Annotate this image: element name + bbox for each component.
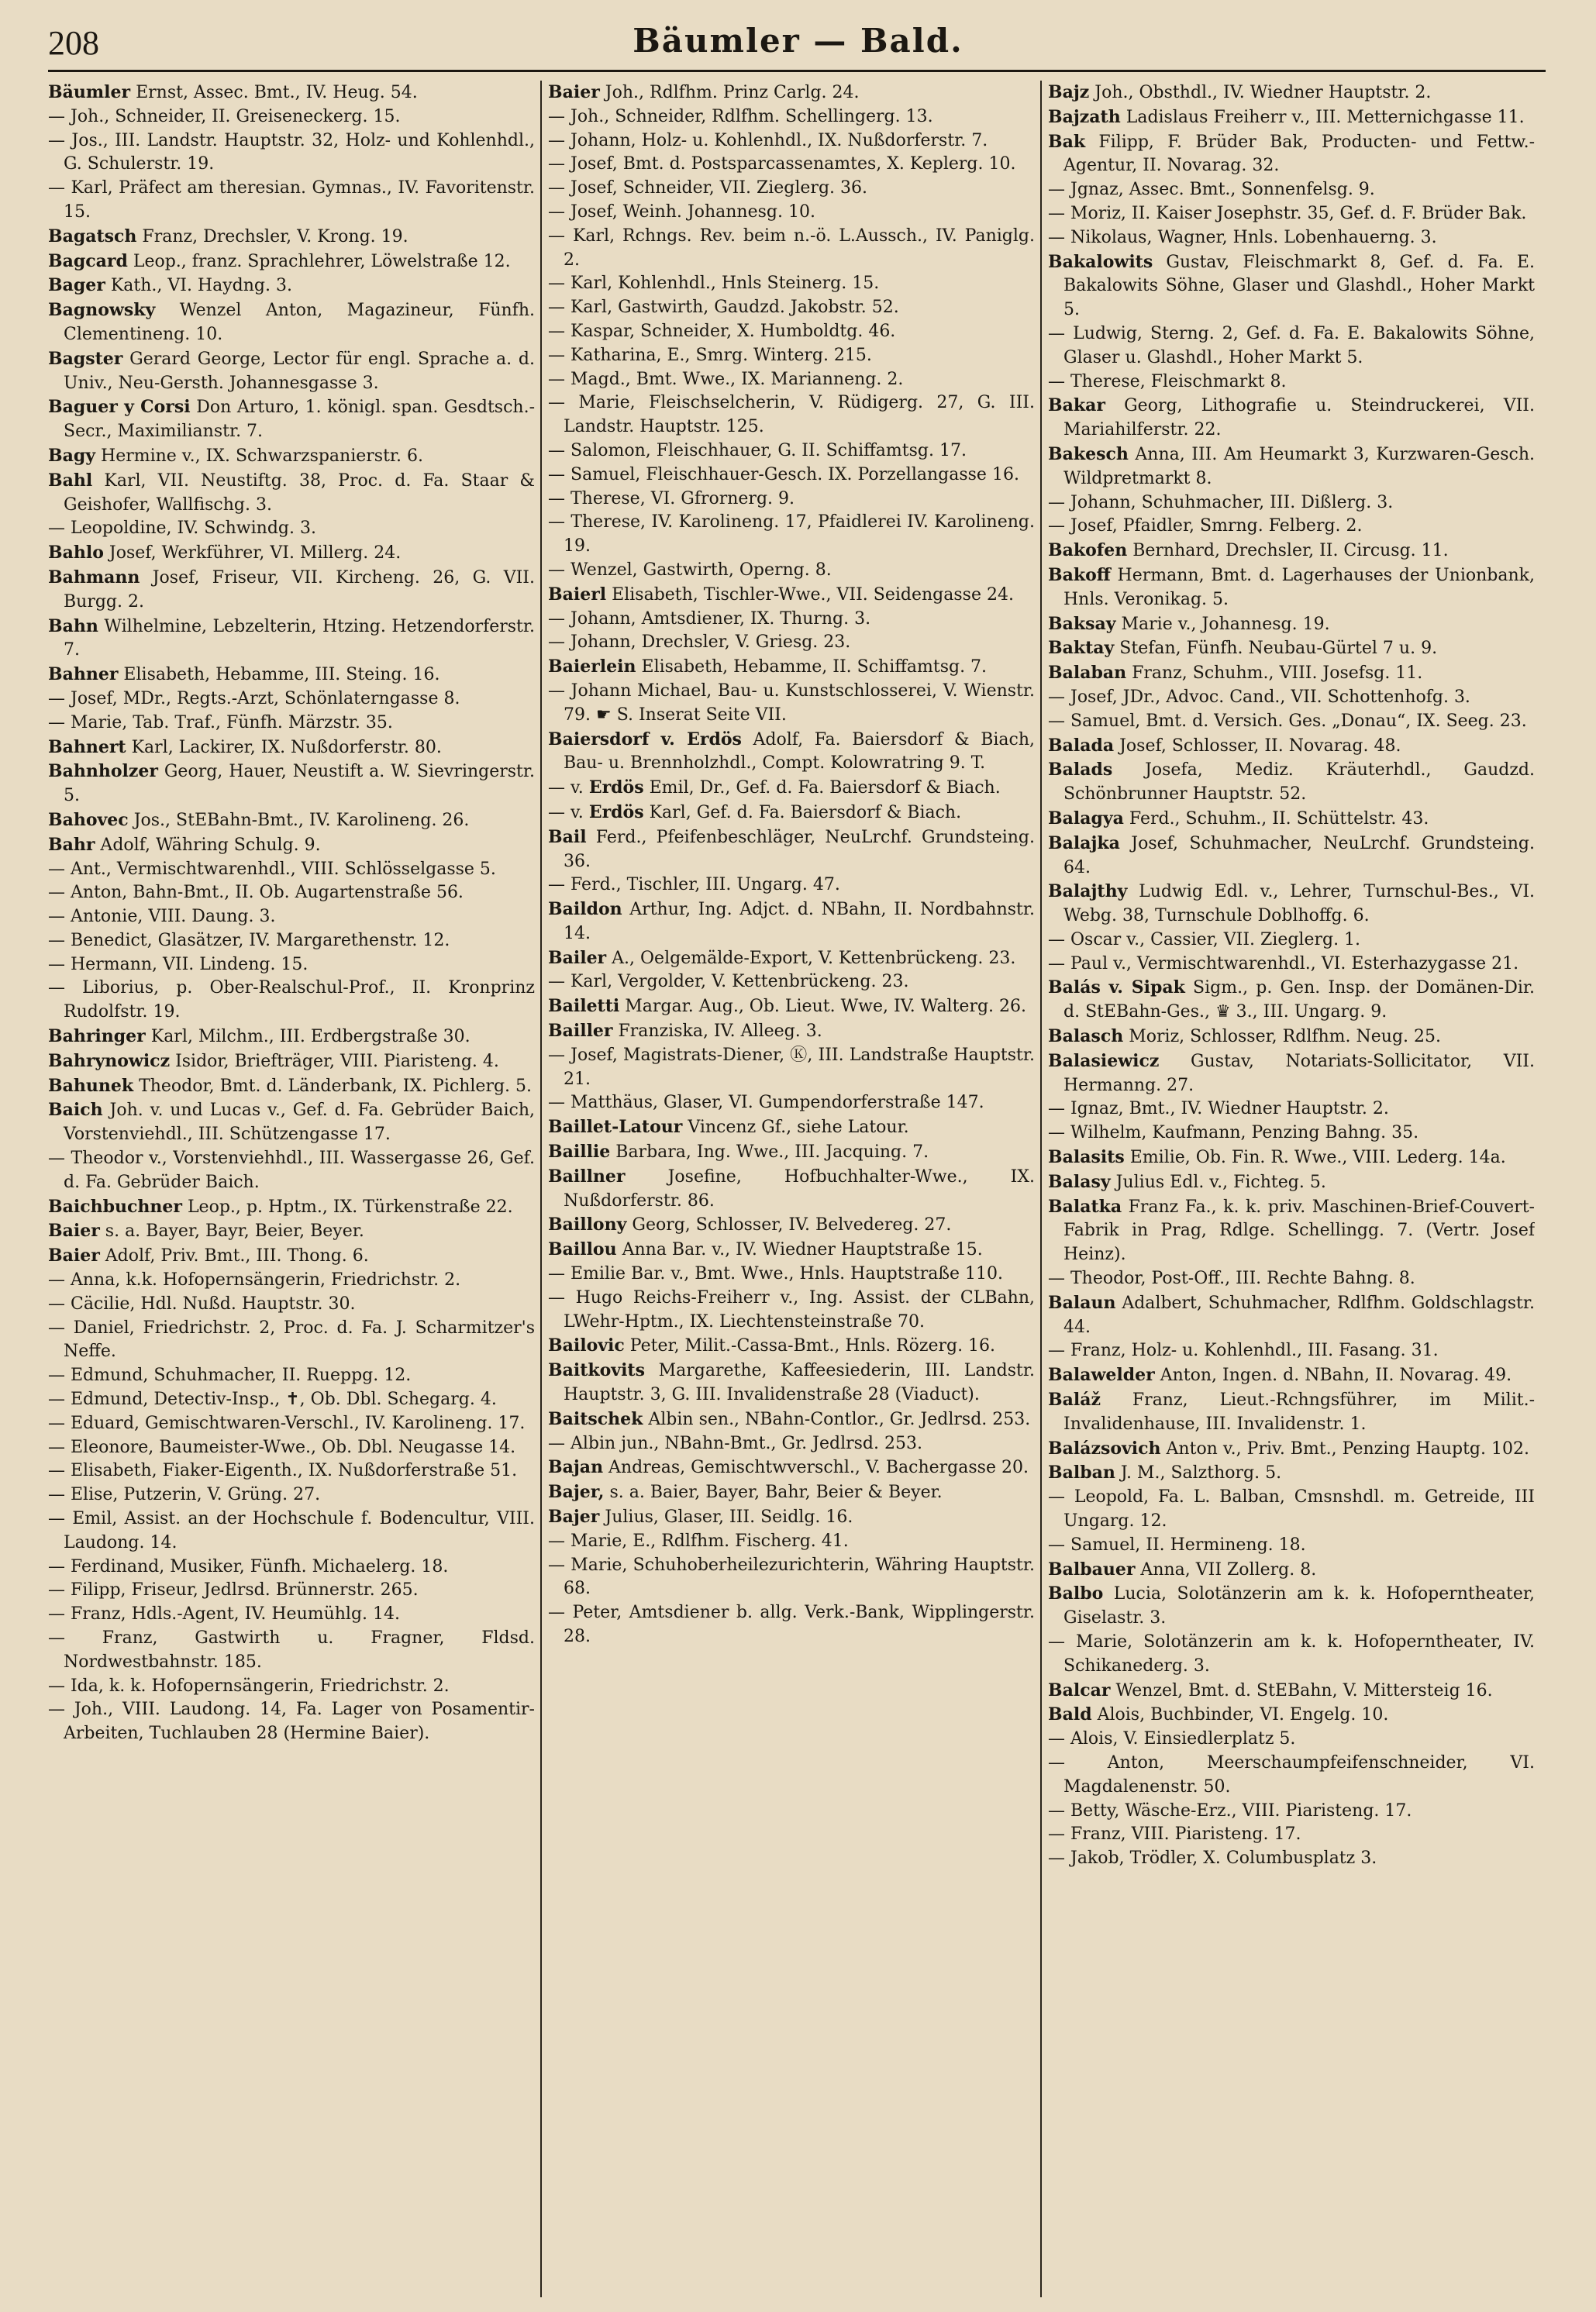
directory-entry: Bakoff Hermann, Bmt. d. Lagerhauses der Unionbank, Hnls. Veronikag. 5. — [1048, 564, 1535, 609]
entry-surname: Bahn — [48, 615, 98, 636]
directory-entry: — Matthäus, Glaser, VI. Gumpendorferstraße 147. — [548, 1093, 984, 1113]
directory-entry: — Therese, IV. Karolineng. 17, Pfaidlerei IV. Karolineng. 19. — [548, 512, 1035, 556]
directory-entry: — Johann, Amtsdiener, IX. Thurng. 3. — [548, 608, 871, 629]
directory-entry: Bakalowits Gustav, Fleischmarkt 8, Gef. d. Fa. E. Bakalowits Söhne, Glaser und Glashdl., Hoher Markt 5. — [1048, 251, 1535, 320]
entry-surname: Bager — [48, 275, 105, 296]
directory-entry: Baier Adolf, Priv. Bmt., III. Thong. 6. — [48, 1246, 369, 1266]
directory-entry: — Johann, Holz- u. Kohlenhdl., IX. Nußdorferstr. 7. — [548, 130, 988, 150]
directory-entry: — Salomon, Fleischhauer, G. II. Schiffamtsg. 17. — [548, 440, 967, 460]
entry-surname: Baguer y Corsi — [48, 397, 191, 418]
directory-entry: Balban J. M., Salzthorg. 5. — [1048, 1463, 1282, 1483]
directory-entry: — v. Erdös Karl, Gef. d. Fa. Baiersdorf & Biach. — [548, 801, 962, 822]
directory-entry: Bahrynowicz Isidor, Briefträger, VIII. Piaristeng. 4. — [48, 1050, 499, 1071]
directory-entry: — v. Erdös Emil, Dr., Gef. d. Fa. Baiersdorf & Biach. — [548, 777, 1001, 798]
entry-surname: Bailler — [548, 1021, 613, 1042]
directory-column-2 — [548, 81, 1035, 2297]
entry-surname: Bakofen — [1048, 540, 1128, 561]
entry-surname: Balás v. Sipak — [1048, 977, 1185, 998]
entry-surname: Balada — [1048, 735, 1115, 756]
entry-surname: Bahovec — [48, 809, 129, 830]
directory-entry: Bagatsch Franz, Drechsler, V. Krong. 19. — [48, 226, 408, 246]
directory-entry: Bahovec Jos., StEBahn-Bmt., IV. Karolineng. 26. — [48, 809, 470, 830]
directory-entry: Bailetti Margar. Aug., Ob. Lieut. Wwe, IV. Walterg. 26. — [548, 996, 1027, 1017]
entry-surname: Bahnert — [48, 736, 126, 757]
entry-surname: Erdös — [588, 777, 644, 798]
directory-entry: — Jos., III. Landstr. Hauptstr. 32, Holz- und Kohlenhdl., G. Schulerstr. 19. — [48, 130, 535, 174]
directory-entry: Bahner Elisabeth, Hebamme, III. Steing. 16. — [48, 664, 440, 685]
directory-entry: — Nikolaus, Wagner, Hnls. Lobenhauerng. 3. — [1048, 227, 1437, 247]
directory-entry: Bailer A., Oelgemälde-Export, V. Kettenbrückeng. 23. — [548, 947, 1016, 968]
directory-entry: Baksay Marie v., Johannesg. 19. — [1048, 613, 1330, 634]
page-number: 208 — [48, 24, 99, 62]
directory-entry: — Karl, Rchngs. Rev. beim n.-ö. L.Aussch., IV. Paniglg. 2. — [548, 226, 1035, 270]
directory-entry: — Magd., Bmt. Wwe., IX. Marianneng. 2. — [548, 369, 904, 389]
entry-surname: Bagy — [48, 445, 96, 466]
directory-entry: — Daniel, Friedrichstr. 2, Proc. d. Fa. J. Scharmitzer's Neffe. — [48, 1318, 535, 1362]
entry-surname: Balagya — [1048, 808, 1124, 829]
entry-surname: Baich — [48, 1100, 103, 1121]
directory-entry: Bailler Franziska, IV. Alleeg. 3. — [548, 1021, 822, 1042]
directory-entry: Baich Joh. v. und Lucas v., Gef. d. Fa. Gebrüder Baich, Vorstenviehdl., III. Schützengasse 17. — [48, 1100, 535, 1145]
directory-entry: — Cäcilie, Hdl. Nußd. Hauptstr. 30. — [48, 1294, 356, 1314]
directory-entry: — Antonie, VIII. Daung. 3. — [48, 907, 276, 927]
entry-surname: Bahlo — [48, 543, 104, 563]
directory-entry: — Franz, Hdls.-Agent, IV. Heumühlg. 14. — [48, 1604, 401, 1625]
directory-entry: Bahringer Karl, Milchm., III. Erdbergstraße 30. — [48, 1026, 471, 1047]
directory-entry: Balasch Moriz, Schlosser, Rdlfhm. Neug. 25. — [1048, 1026, 1442, 1047]
directory-entry: — Josef, Magistrats-Diener, Ⓚ, III. Landstraße Hauptstr. 21. — [548, 1045, 1035, 1089]
directory-entry: — Josef, MDr., Regts.-Arzt, Schönlaterngasse 8. — [48, 688, 460, 708]
directory-entry: Balasy Julius Edl. v., Fichteg. 5. — [1048, 1171, 1326, 1192]
entry-surname: Baier — [48, 1246, 100, 1266]
directory-entry: Baitschek Albin sen., NBahn-Contlor., Gr. Jedlrsd. 253. — [548, 1408, 1031, 1429]
entry-surname: Baiersdorf v. Erdös — [548, 729, 742, 749]
entry-surname: Bahringer — [48, 1026, 146, 1047]
directory-entry: Baierlein Elisabeth, Hebamme, II. Schiffamtsg. 7. — [548, 656, 988, 677]
directory-entry: Bagnowsky Wenzel Anton, Magazineur, Fünfh. Clementineng. 10. — [48, 300, 535, 344]
directory-entry: — Ferdinand, Musiker, Fünfh. Michaelerg. 18. — [48, 1556, 449, 1576]
entry-surname: Balatka — [1048, 1196, 1122, 1217]
entry-surname: Balcar — [1048, 1680, 1111, 1700]
directory-entry: Bakar Georg, Lithografie u. Steindruckerei, VII. Mariahilferstr. 22. — [1048, 395, 1535, 440]
directory-entry: — Katharina, E., Smrg. Winterg. 215. — [548, 345, 872, 365]
header-rule — [48, 70, 1546, 72]
entry-surname: Baláž — [1048, 1390, 1101, 1411]
directory-entry: — Hermann, VII. Lindeng. 15. — [48, 954, 309, 974]
entry-surname: Balasy — [1048, 1171, 1111, 1192]
directory-entry: Balads Josefa, Mediz. Kräuterhdl., Gaudzd. Schönbrunner Hauptstr. 52. — [1048, 760, 1535, 805]
entry-surname: Balbauer — [1048, 1559, 1136, 1580]
directory-entry: — Wenzel, Gastwirth, Operng. 8. — [548, 560, 832, 580]
entry-surname: Balajka — [1048, 832, 1120, 853]
directory-entry: — Theodor, Post-Off., III. Rechte Bahng. 8. — [1048, 1269, 1415, 1289]
directory-entry: Bajz Joh., Obsthdl., IV. Wiedner Hauptstr. 2. — [1048, 82, 1432, 102]
entry-surname: Baillet-Latour — [548, 1117, 683, 1138]
directory-entry: Bagy Hermine v., IX. Schwarzspanierstr. 6. — [48, 445, 423, 466]
entry-surname: Bajzath — [1048, 106, 1121, 127]
entry-surname: Baier — [48, 1221, 100, 1242]
directory-entry: — Peter, Amtsdiener b. allg. Verk.-Bank, Wipplingerstr. 28. — [548, 1603, 1035, 1646]
directory-entry: Bahr Adolf, Währing Schulg. 9. — [48, 834, 321, 855]
entry-surname: Bajan — [548, 1457, 604, 1478]
directory-entry: Balatka Franz Fa., k. k. priv. Maschinen-Brief-Couvert-Fabrik in Prag, Rdlge. Schellingg. 7. (Vertr. Josef Heinz). — [1048, 1196, 1535, 1265]
directory-entry: Balcar Wenzel, Bmt. d. StEBahn, V. Mittersteig 16. — [1048, 1680, 1493, 1700]
directory-entry: — Joh., VIII. Laudong. 14, Fa. Lager von Posamentir-Arbeiten, Tuchlauben 28 (Hermine Baier). — [48, 1700, 535, 1744]
directory-entry: — Therese, VI. Gfrornerg. 9. — [548, 488, 795, 508]
directory-entry: Baier s. a. Bayer, Bayr, Beier, Beyer. — [48, 1221, 364, 1242]
entry-surname: Balbo — [1048, 1583, 1104, 1604]
directory-entry: — Filipp, Friseur, Jedlrsd. Brünnerstr. 265. — [48, 1580, 419, 1600]
directory-entry: Balaban Franz, Schuhm., VIII. Josefsg. 11. — [1048, 663, 1423, 684]
directory-entry: — Franz, VIII. Piaristeng. 17. — [1048, 1824, 1301, 1845]
directory-column-3 — [1048, 81, 1535, 2297]
directory-entry: — Marie, Solotänzerin am k. k. Hofoperntheater, IV. Schikanederg. 3. — [1048, 1632, 1535, 1676]
directory-entry: — Ant., Vermischtwarenhdl., VIII. Schlösselgasse 5. — [48, 859, 496, 879]
entry-surname: Baillou — [548, 1239, 617, 1260]
directory-entry: Baillony Georg, Schlosser, IV. Belvedereg. 27. — [548, 1215, 952, 1235]
directory-entry: — Hugo Reichs-Freiherr v., Ing. Assist. der CLBahn, LWehr-Hptm., IX. Liechtensteinstraße 70. — [548, 1287, 1035, 1332]
directory-entry: Balajthy Ludwig Edl. v., Lehrer, Turnschul-Bes., VI. Webg. 38, Turnschule Doblhoffg. 6. — [1048, 881, 1535, 926]
directory-entry: Baitkovits Margarethe, Kaffeesiederin, III. Landstr. Hauptstr. 3, G. III. Invalidenstraße 28 (Viaduct). — [548, 1360, 1035, 1405]
entry-surname: Bahmann — [48, 567, 140, 587]
directory-entry: Balás v. Sipak Sigm., p. Gen. Insp. der Domänen-Dir. d. StEBahn-Ges., ♛ 3., III. Ungarg. 9. — [1048, 977, 1535, 1022]
directory-entry: Baiersdorf v. Erdös Adolf, Fa. Baiersdorf & Biach, Bau- u. Brennholzhdl., Compt. Kolowratring 9. T. — [548, 729, 1035, 774]
entry-surname: Balban — [1048, 1463, 1115, 1483]
directory-entry: — Eduard, Gemischtwaren-Verschl., IV. Karolineng. 17. — [48, 1413, 526, 1433]
directory-entry: Balagya Ferd., Schuhm., II. Schüttelstr. 43. — [1048, 808, 1429, 829]
directory-entry: — Josef, Weinh. Johannesg. 10. — [548, 202, 815, 222]
entry-surname: Bäumler — [48, 82, 131, 102]
directory-entry: Balasiewicz Gustav, Notariats-Sollicitator, VII. Hermanng. 27. — [1048, 1050, 1535, 1095]
directory-entry: Bajer, s. a. Baier, Bayer, Bahr, Beier & Beyer. — [548, 1482, 943, 1503]
page-title: Bäumler — Bald. — [633, 22, 963, 60]
directory-entry: — Karl, Kohlenhdl., Hnls Steinerg. 15. — [548, 274, 880, 294]
directory-entry: — Anna, k.k. Hofopernsängerin, Friedrichstr. 2. — [48, 1270, 461, 1290]
directory-entry: — Josef, JDr., Advoc. Cand., VII. Schottenhofg. 3. — [1048, 687, 1470, 707]
entry-surname: Baillie — [548, 1142, 611, 1163]
entry-surname: Bahner — [48, 664, 119, 685]
entry-surname: Bajer — [548, 1507, 600, 1528]
entry-surname: Balaban — [1048, 663, 1127, 684]
directory-entry: Bajan Andreas, Gemischtwverschl., V. Bachergasse 20. — [548, 1457, 1029, 1478]
directory-entry: — Karl, Gastwirth, Gaudzd. Jakobstr. 52. — [548, 298, 899, 318]
directory-entry: — Marie, Fleischselcherin, V. Rüdigerg. 27, G. III. Landstr. Hauptstr. 125. — [548, 393, 1035, 437]
directory-entry: — Josef, Bmt. d. Postsparcassenamtes, X. Keplerg. 10. — [548, 154, 1016, 174]
directory-entry: — Elisabeth, Fiaker-Eigenth., IX. Nußdorferstraße 51. — [48, 1461, 518, 1481]
entry-surname: Bak — [1048, 131, 1086, 152]
directory-entry: — Samuel, Fleischhauer-Gesch. IX. Porzellangasse 16. — [548, 464, 1019, 484]
directory-entry: — Ludwig, Sterng. 2, Gef. d. Fa. E. Bakalowits Söhne, Glaser u. Glashdl., Hoher Markt 5. — [1048, 323, 1535, 367]
directory-entry: Bager Kath., VI. Haydng. 3. — [48, 275, 292, 296]
directory-entry: Baildon Arthur, Ing. Adjct. d. NBahn, II. Nordbahnstr. 14. — [548, 899, 1035, 943]
entry-surname: Bailer — [548, 947, 607, 968]
entry-surname: Baillner — [548, 1166, 626, 1187]
directory-entry: — Jakob, Trödler, X. Columbusplatz 3. — [1048, 1849, 1377, 1869]
entry-surname: Bailovic — [548, 1335, 625, 1356]
directory-entry: — Joh., Schneider, Rdlfhm. Schellingerg. 13. — [548, 106, 933, 126]
entry-surname: Balads — [1048, 760, 1113, 780]
directory-entry: Baierl Elisabeth, Tischler-Wwe., VII. Seidengasse 24. — [548, 584, 1014, 605]
directory-entry: Bajer Julius, Glaser, III. Seidlg. 16. — [548, 1507, 853, 1528]
directory-entry: Bahlo Josef, Werkführer, VI. Millerg. 24. — [48, 543, 402, 563]
directory-entry: Bahl Karl, VII. Neustiftg. 38, Proc. d. Fa. Staar & Geishofer, Wallfischg. 3. — [48, 470, 535, 515]
directory-entry: — Paul v., Vermischtwarenhdl., VI. Esterhazygasse 21. — [1048, 953, 1519, 973]
entry-surname: Balázsovich — [1048, 1438, 1161, 1459]
directory-entry: — Wilhelm, Kaufmann, Penzing Bahng. 35. — [1048, 1123, 1419, 1143]
entry-surname: Bagster — [48, 348, 123, 369]
directory-entry: — Samuel, Bmt. d. Versich. Ges. „Donau“, IX. Seeg. 23. — [1048, 711, 1527, 731]
directory-entry: — Ida, k. k. Hofopernsängerin, Friedrichstr. 2. — [48, 1676, 450, 1696]
entry-surname: Balasiewicz — [1048, 1050, 1160, 1071]
directory-entry: — Theodor v., Vorstenviehhdl., III. Wassergasse 26, Gef. d. Fa. Gebrüder Baich. — [48, 1149, 535, 1192]
entry-surname: Bakalowits — [1048, 251, 1153, 272]
directory-entry: — Liborius, p. Ober-Realschul-Prof., II. Kronprinz Rudolfstr. 19. — [48, 978, 535, 1022]
entry-surname: Bajer, — [548, 1482, 605, 1503]
directory-entry: — Eleonore, Baumeister-Wwe., Ob. Dbl. Neugasse 14. — [48, 1437, 516, 1457]
entry-surname: Balawelder — [1048, 1365, 1155, 1386]
directory-entry: — Edmund, Schuhmacher, II. Rueppg. 12. — [48, 1366, 412, 1386]
directory-entry: — Ignaz, Bmt., IV. Wiedner Hauptstr. 2. — [1048, 1099, 1389, 1119]
directory-entry: — Josef, Pfaidler, Smrng. Felberg. 2. — [1048, 516, 1363, 536]
entry-surname: Bakoff — [1048, 564, 1111, 585]
column-divider — [1040, 81, 1042, 2297]
entry-surname: Baitkovits — [548, 1360, 645, 1381]
entry-surname: Bail — [548, 826, 587, 847]
directory-entry: — Marie, E., Rdlfhm. Fischerg. 41. — [548, 1531, 849, 1551]
directory-entry: — Oscar v., Cassier, VII. Zieglerg. 1. — [1048, 929, 1361, 949]
directory-entry: Bailovic Peter, Milit.-Cassa-Bmt., Hnls. Rözerg. 16. — [548, 1335, 996, 1356]
entry-surname: Bailetti — [548, 996, 620, 1017]
entry-surname: Erdös — [588, 801, 644, 822]
directory-entry: — Karl, Vergolder, V. Kettenbrückeng. 23. — [548, 972, 909, 992]
directory-entry: — Samuel, II. Hermineng. 18. — [1048, 1535, 1306, 1555]
directory-entry: — Anton, Meerschaumpfeifenschneider, VI. Magdalenenstr. 50. — [1048, 1752, 1535, 1797]
directory-entry: — Elise, Putzerin, V. Grüng. 27. — [48, 1485, 321, 1505]
entry-surname: Bahunek — [48, 1075, 134, 1096]
entry-surname: Bald — [1048, 1704, 1092, 1725]
directory-entry: — Johann, Schuhmacher, III. Dißlerg. 3. — [1048, 492, 1394, 512]
entry-surname: Baichbuchner — [48, 1196, 182, 1217]
entry-surname: Baitschek — [548, 1408, 643, 1429]
directory-entry: — Marie, Tab. Traf., Fünfh. Märzstr. 35. — [48, 712, 393, 732]
directory-entry: Bakesch Anna, III. Am Heumarkt 3, Kurzwaren-Gesch. Wildpretmarkt 8. — [1048, 443, 1535, 488]
directory-entry: — Edmund, Detectiv-Insp., ✝, Ob. Dbl. Schegarg. 4. — [48, 1390, 497, 1410]
directory-entry: — Karl, Präfect am theresian. Gymnas., IV. Favoritenstr. 15. — [48, 178, 535, 222]
directory-entry: — Benedict, Glasätzer, IV. Margarethenstr. 12. — [48, 930, 450, 950]
entry-surname: Baildon — [548, 899, 622, 920]
entry-surname: Bahrynowicz — [48, 1050, 171, 1071]
directory-column-1 — [48, 81, 535, 2297]
directory-entry: — Alois, V. Einsiedlerplatz 5. — [1048, 1729, 1296, 1749]
directory-entry: Bagster Gerard George, Lector für engl. Sprache a. d. Univ., Neu-Gersth. Johannesgasse 3. — [48, 348, 535, 393]
directory-entry: Balawelder Anton, Ingen. d. NBahn, II. Novarag. 49. — [1048, 1365, 1512, 1386]
directory-entry: — Leopoldine, IV. Schwindg. 3. — [48, 519, 316, 539]
directory-entry: Bahnholzer Georg, Hauer, Neustift a. W. Sievringerstr. 5. — [48, 761, 535, 806]
entry-surname: Bahl — [48, 470, 93, 491]
directory-entry: Bagcard Leop., franz. Sprachlehrer, Löwelstraße 12. — [48, 250, 511, 271]
directory-entry: Balajka Josef, Schuhmacher, NeuLrchf. Grundsteing. 64. — [1048, 832, 1535, 877]
directory-entry: — Betty, Wäsche-Erz., VIII. Piaristeng. 17. — [1048, 1800, 1412, 1821]
directory-entry: — Emilie Bar. v., Bmt. Wwe., Hnls. Hauptstraße 110. — [548, 1264, 1004, 1284]
directory-entry: — Jgnaz, Assec. Bmt., Sonnenfelsg. 9. — [1048, 180, 1375, 200]
directory-entry: — Emil, Assist. an der Hochschule f. Bodencultur, VIII. Laudong. 14. — [48, 1509, 535, 1552]
directory-entry: — Franz, Gastwirth u. Fragner, Fldsd. Nordwestbahnstr. 185. — [48, 1628, 535, 1672]
entry-surname: Bagcard — [48, 250, 128, 271]
entry-surname: Balasch — [1048, 1026, 1124, 1047]
directory-entry: Baier Joh., Rdlfhm. Prinz Carlg. 24. — [548, 82, 860, 102]
directory-entry: — Albin jun., NBahn-Bmt., Gr. Jedlrsd. 253. — [548, 1433, 922, 1453]
directory-entry: — Marie, Schuhoberheilezurichterin, Währing Hauptstr. 68. — [548, 1555, 1035, 1599]
entry-surname: Baillony — [548, 1215, 627, 1235]
directory-entry: Baláž Franz, Lieut.-Rchngsführer, im Milit.-Invalidenhause, III. Invalidenstr. 1. — [1048, 1390, 1535, 1434]
directory-entry: Bail Ferd., Pfeifenbeschläger, NeuLrchf. Grundsteing. 36. — [548, 826, 1035, 871]
directory-entry: Bahunek Theodor, Bmt. d. Länderbank, IX. Pichlerg. 5. — [48, 1075, 533, 1096]
directory-entry: Bahn Wilhelmine, Lebzelterin, Htzing. Hetzendorferstr. 7. — [48, 615, 535, 660]
entry-surname: Bagatsch — [48, 226, 137, 246]
entry-surname: Baierl — [548, 584, 607, 605]
directory-entry: — Johann Michael, Bau- u. Kunstschlosserei, V. Wienstr. 79. ☛ S. Inserat Seite VII. — [548, 681, 1035, 725]
directory-entry: Balasits Emilie, Ob. Fin. R. Wwe., VIII. Lederg. 14a. — [1048, 1147, 1506, 1168]
directory-entry: Bahmann Josef, Friseur, VII. Kircheng. 26, G. VII. Burgg. 2. — [48, 567, 535, 612]
directory-entry: Baktay Stefan, Fünfh. Neubau-Gürtel 7 u. 9. — [1048, 638, 1438, 659]
directory-entry: — Ferd., Tischler, III. Ungarg. 47. — [548, 875, 840, 895]
directory-entry: Balbauer Anna, VII Zollerg. 8. — [1048, 1559, 1317, 1580]
directory-entry: — Anton, Bahn-Bmt., II. Ob. Augartenstraße 56. — [48, 883, 464, 903]
entry-surname: Balajthy — [1048, 881, 1128, 902]
entry-surname: Bahr — [48, 834, 95, 855]
entry-surname: Baierlein — [548, 656, 636, 677]
directory-entry: Baillou Anna Bar. v., IV. Wiedner Hauptstraße 15. — [548, 1239, 983, 1260]
directory-entry: Bäumler Ernst, Assec. Bmt., IV. Heug. 54. — [48, 82, 418, 102]
entry-surname: Bajz — [1048, 82, 1090, 102]
entry-surname: Bakar — [1048, 395, 1105, 416]
directory-entry: Baillner Josefine, Hofbuchhalter-Wwe., IX. Nußdorferstr. 86. — [548, 1166, 1035, 1211]
directory-entry: Bald Alois, Buchbinder, VI. Engelg. 10. — [1048, 1704, 1389, 1725]
directory-entry: Bakofen Bernhard, Drechsler, II. Circusg. 11. — [1048, 540, 1449, 561]
entry-surname: Baksay — [1048, 613, 1116, 634]
directory-entry: Baguer y Corsi Don Arturo, 1. königl. span. Gesdtsch.-Secr., Maximilianstr. 7. — [48, 397, 535, 442]
directory-entry: Baillie Barbara, Ing. Wwe., III. Jacquing. 7. — [548, 1142, 929, 1163]
directory-entry: — Johann, Drechsler, V. Griesg. 23. — [548, 632, 851, 653]
entry-surname: Baier — [548, 82, 600, 102]
directory-entry: — Kaspar, Schneider, X. Humboldtg. 46. — [548, 321, 896, 341]
directory-entry: — Leopold, Fa. L. Balban, Cmsnshdl. m. Getreide, III Ungarg. 12. — [1048, 1487, 1535, 1532]
column-divider — [540, 81, 542, 2297]
entry-surname: Balaun — [1048, 1292, 1116, 1313]
entry-surname: Bahnholzer — [48, 761, 158, 782]
directory-entry: Balada Josef, Schlosser, II. Novarag. 48. — [1048, 735, 1401, 756]
entry-surname: Baktay — [1048, 638, 1115, 659]
directory-entry: Baillet-Latour Vincenz Gf., siehe Latour. — [548, 1117, 909, 1138]
directory-entry: — Moriz, II. Kaiser Josephstr. 35, Gef. d. F. Brüder Bak. — [1048, 203, 1527, 223]
directory-entry: Baichbuchner Leop., p. Hptm., IX. Türkenstraße 22. — [48, 1196, 513, 1217]
directory-entry: Bahnert Karl, Lackirer, IX. Nußdorferstr. 80. — [48, 736, 442, 757]
directory-entry: Balázsovich Anton v., Priv. Bmt., Penzing Hauptg. 102. — [1048, 1438, 1529, 1459]
directory-entry: Bak Filipp, F. Brüder Bak, Producten- und Fettw.-Agentur, II. Novarag. 32. — [1048, 131, 1535, 176]
directory-entry: — Therese, Fleischmarkt 8. — [1048, 371, 1287, 391]
entry-surname: Bakesch — [1048, 443, 1129, 464]
directory-entry: Balaun Adalbert, Schuhmacher, Rdlfhm. Goldschlagstr. 44. — [1048, 1292, 1535, 1337]
directory-entry: Bajzath Ladislaus Freiherr v., III. Metternichgasse 11. — [1048, 106, 1525, 127]
directory-entry: — Joh., Schneider, II. Greiseneckerg. 15. — [48, 106, 401, 126]
directory-entry: Balbo Lucia, Solotänzerin am k. k. Hofoperntheater, Giselastr. 3. — [1048, 1583, 1535, 1628]
entry-surname: Bagnowsky — [48, 300, 156, 321]
directory-entry: — Franz, Holz- u. Kohlenhdl., III. Fasang. 31. — [1048, 1341, 1439, 1361]
directory-entry: — Josef, Schneider, VII. Zieglerg. 36. — [548, 178, 867, 198]
entry-surname: Balasits — [1048, 1147, 1125, 1168]
